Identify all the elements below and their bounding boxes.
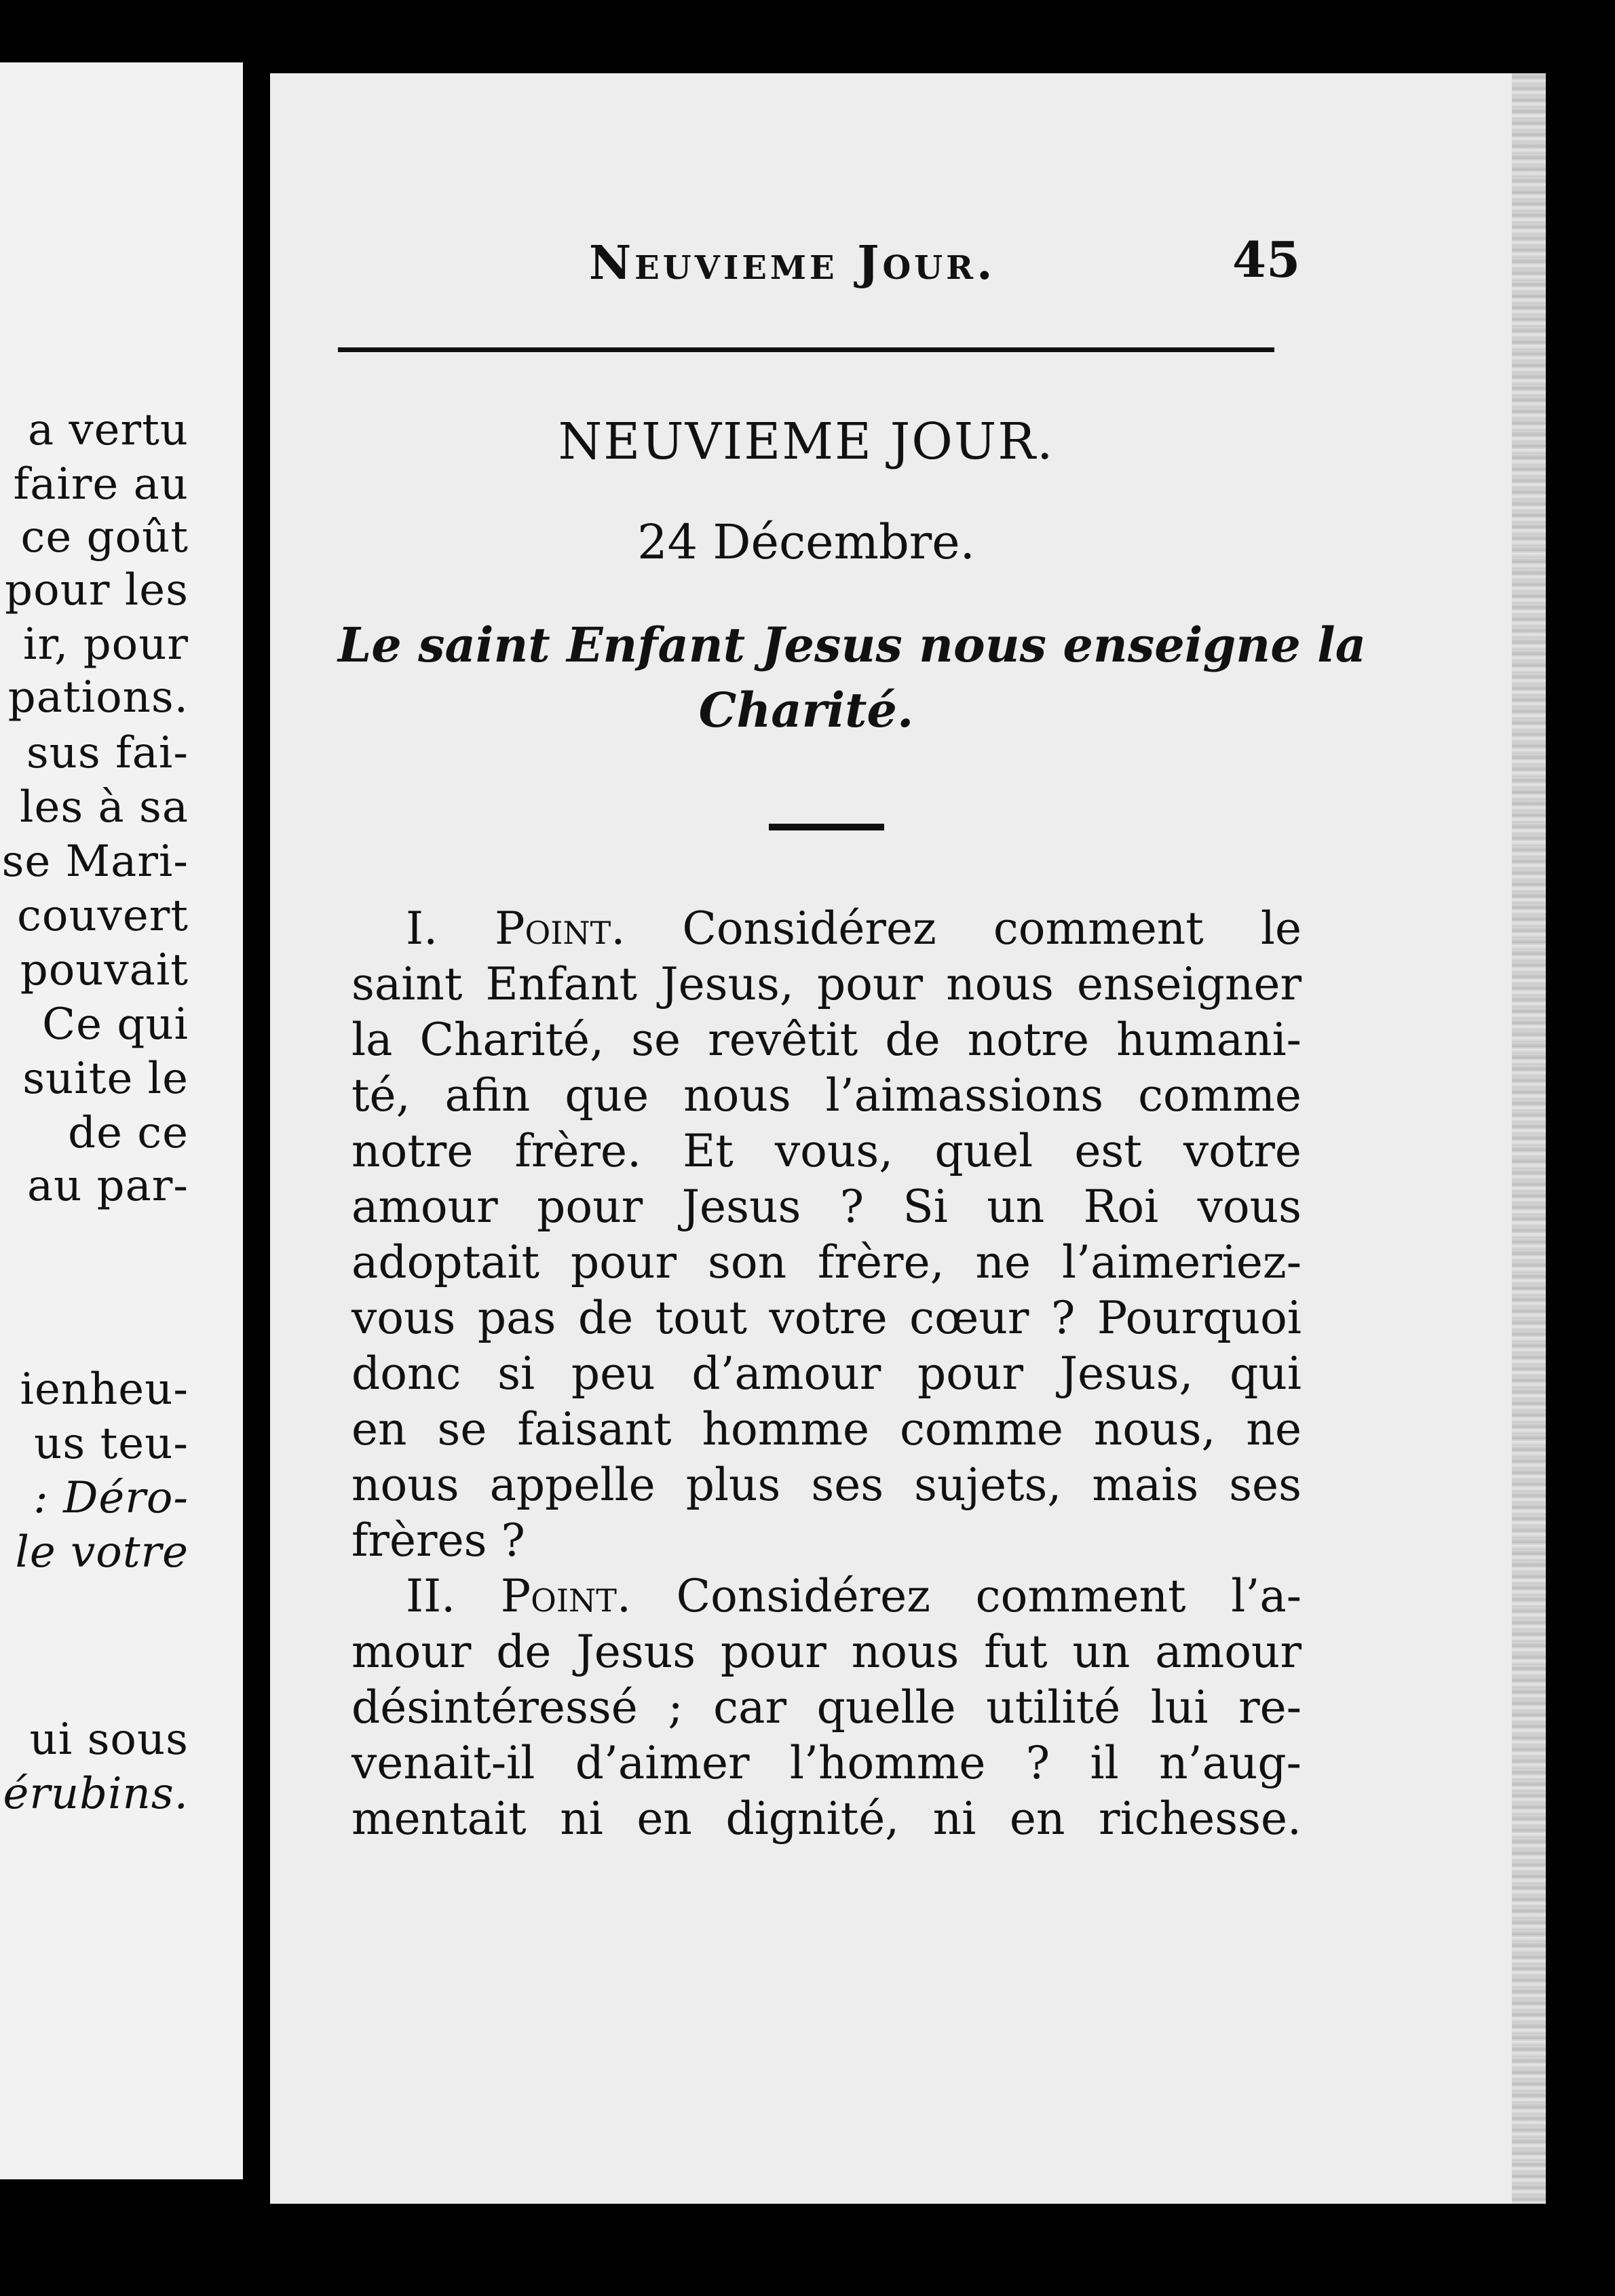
page-number: 45 (1232, 231, 1301, 288)
text-line (352, 1569, 1302, 1624)
subtitle-line: Charité. (698, 682, 914, 738)
subtitle-line: Le saint Enfant Jesus nous enseigne la (338, 617, 1367, 673)
chapter-date: 24 Décembre. (637, 514, 975, 570)
text-line: venait-il d’aimer l’homme ? il n’aug- (352, 1737, 1302, 1789)
left-page-text-line: suite le (22, 1054, 189, 1104)
running-head: Neuvieme Jour. (589, 236, 996, 290)
left-page-text-line: couvert (17, 891, 189, 941)
left-page-text-line: sus fai- (26, 728, 189, 778)
text-line: nous appelle plus ses sujets, mais ses (352, 1459, 1302, 1511)
chapter-title: NEUVIEME JOUR. (558, 413, 1054, 471)
left-page-text-line: faire au (13, 459, 189, 510)
left-page-text-line: de ce (68, 1108, 189, 1158)
text-line: la Charité, se revêtit de notre humani- (352, 1014, 1302, 1066)
text-line: mentait ni en dignité, ni en richesse. (352, 1793, 1302, 1845)
point-label: II. Point. (406, 1570, 631, 1622)
text-line: donc si peu d’amour pour Jesus, qui (352, 1347, 1302, 1400)
left-page-text-line: : Déro- (33, 1473, 189, 1523)
left-page-text-line: ienheu- (20, 1364, 189, 1415)
left-page-text-line: se Mari- (1, 837, 189, 887)
left-page (0, 62, 243, 2179)
left-page-text-line: le votre (15, 1527, 189, 1577)
section-divider (769, 824, 884, 830)
text-line: désintéressé ; car quelle utilité lui re- (352, 1681, 1302, 1734)
text-line: frères ? (352, 1514, 525, 1567)
text-line: saint Enfant Jesus, pour nous enseigner (352, 958, 1302, 1010)
page-edge (1512, 73, 1546, 2204)
book-spine (243, 54, 270, 2198)
text-line: mour de Jesus pour nous fut un amour (352, 1626, 1302, 1678)
left-page-text-line: pations. (7, 672, 189, 723)
left-page-text-line: au par- (26, 1161, 189, 1211)
left-page-text-line: ce goût (20, 512, 189, 562)
text-fragment: Considérez comment l’a- (676, 1570, 1302, 1622)
left-page-text-line: érubins. (3, 1769, 189, 1819)
text-line (352, 901, 1302, 957)
text-line: en se faisant homme comme nous, ne (352, 1403, 1302, 1455)
header-rule (338, 347, 1274, 352)
text-line: té, afin que nous l’aimassions comme (352, 1069, 1302, 1122)
left-page-text-line: Ce qui (42, 999, 189, 1050)
left-page-text-line: a vertu (27, 405, 189, 455)
text-line: adoptait pour son frère, ne l’aimeriez- (352, 1236, 1302, 1288)
left-page-text-line: ui sous (29, 1715, 189, 1765)
left-page-text-line: us teu- (34, 1419, 189, 1469)
left-page-text-line: ir, pour (22, 619, 189, 670)
text-line: notre frère. Et vous, quel est votre (352, 1125, 1302, 1177)
left-page-text-line: pouvait (20, 945, 189, 995)
text-line: amour pour Jesus ? Si un Roi vous (352, 1181, 1302, 1233)
right-page (270, 73, 1546, 2204)
text-line: vous pas de tout votre cœur ? Pourquoi (352, 1292, 1302, 1344)
point-label: I. Point. (406, 902, 626, 955)
text-fragment: Considérez comment le (682, 902, 1302, 955)
chapter-subtitle (338, 613, 1367, 743)
left-page-text-line: les à sa (19, 782, 189, 833)
body-text (352, 901, 1302, 1847)
left-page-text-line: pour les (5, 565, 189, 615)
